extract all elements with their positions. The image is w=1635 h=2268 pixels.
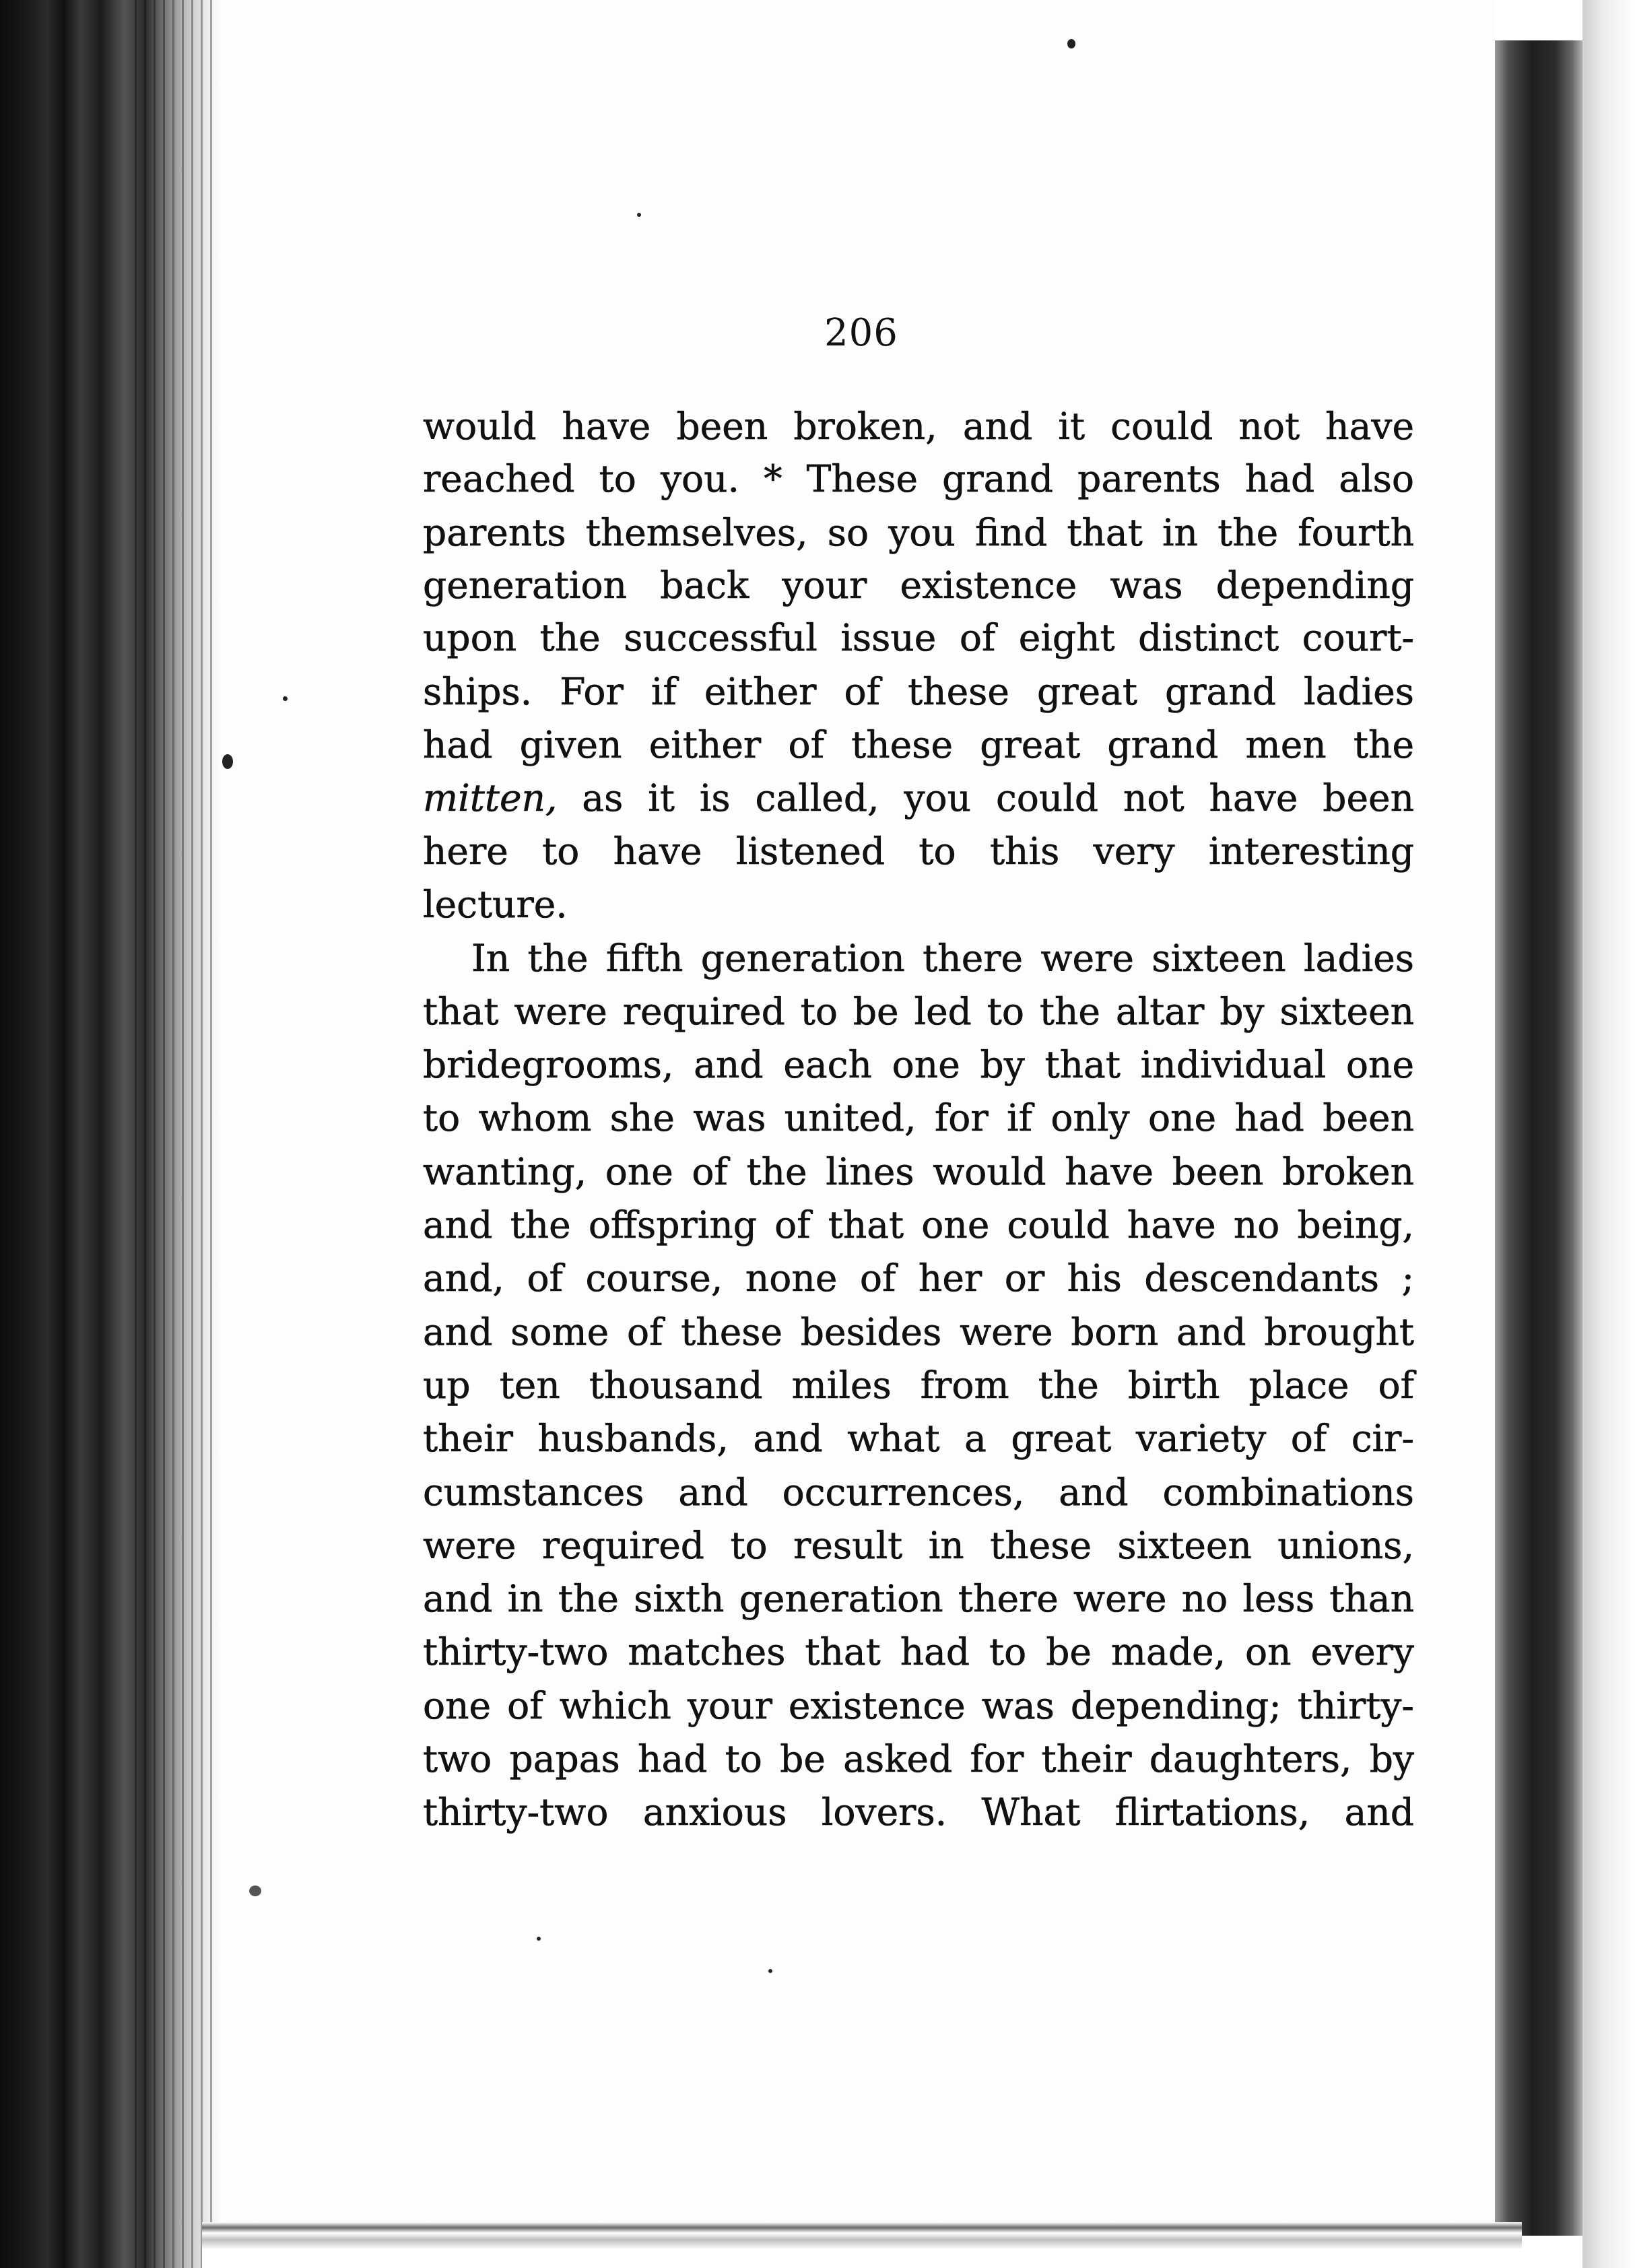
text-line: ships. For if either of these great grand ladies (423, 670, 1414, 713)
scan-speck (637, 213, 641, 217)
text-line: reached to you. * These grand parents had also (423, 457, 1414, 500)
page-number: 206 (824, 311, 898, 355)
text-line: In the fifth generation there were sixteen ladies (471, 937, 1414, 980)
text-line: had given either of these great grand men the (423, 723, 1414, 766)
text-line: and some of these besides were born and brought (423, 1310, 1414, 1354)
italic-word: mitten, (423, 776, 558, 820)
text-line: here to have listened to this very interesting (423, 830, 1414, 873)
text-line: and in the sixth generation there were no less than (423, 1577, 1414, 1620)
scan-speck (768, 1969, 772, 1973)
scan-speck (222, 754, 233, 769)
text-line: cumstances and occurrences, and combinations (423, 1471, 1414, 1514)
scan-speck (249, 1886, 261, 1896)
scan-speck (537, 1937, 541, 1941)
text-line: upon the successful issue of eight distinct court- (423, 616, 1414, 659)
text-line: generation back your existence was depending (423, 564, 1414, 607)
text-line: would have been broken, and it could not have (423, 405, 1414, 448)
text-line: wanting, one of the lines would have been broken (423, 1150, 1414, 1193)
text-fragment: as it is called, you could not have been (557, 776, 1414, 820)
scan-speck (1067, 39, 1075, 48)
text-line: up ten thousand miles from the birth place of (423, 1364, 1414, 1407)
right-page-shadow (1495, 40, 1582, 2236)
bottom-page-edge (202, 2222, 1522, 2268)
text-line: to whom she was united, for if only one had been (423, 1096, 1414, 1139)
text-line: bridegrooms, and each one by that individual one (423, 1043, 1414, 1086)
text-line: thirty-two matches that had to be made, on every (423, 1630, 1414, 1673)
text-line: two papas had to be asked for their daughters, by (423, 1737, 1414, 1780)
text-line: parents themselves, so you find that in the fourth (423, 511, 1414, 554)
text-line: thirty-two anxious lovers. What flirtations, and (423, 1791, 1414, 1834)
text-line: lecture. (423, 883, 568, 926)
text-line (423, 771, 1414, 825)
text-line: their husbands, and what a great variety of cir- (423, 1417, 1414, 1460)
text-line: that were required to be led to the altar by sixteen (423, 990, 1414, 1033)
text-line: one of which your existence was depending; thirty- (423, 1684, 1414, 1727)
scan-speck (283, 696, 288, 701)
text-line: and the offspring of that one could have no being, (423, 1203, 1414, 1246)
text-line: and, of course, none of her or his descendants ; (423, 1257, 1414, 1300)
text-line: were required to result in these sixteen unions, (423, 1524, 1414, 1567)
